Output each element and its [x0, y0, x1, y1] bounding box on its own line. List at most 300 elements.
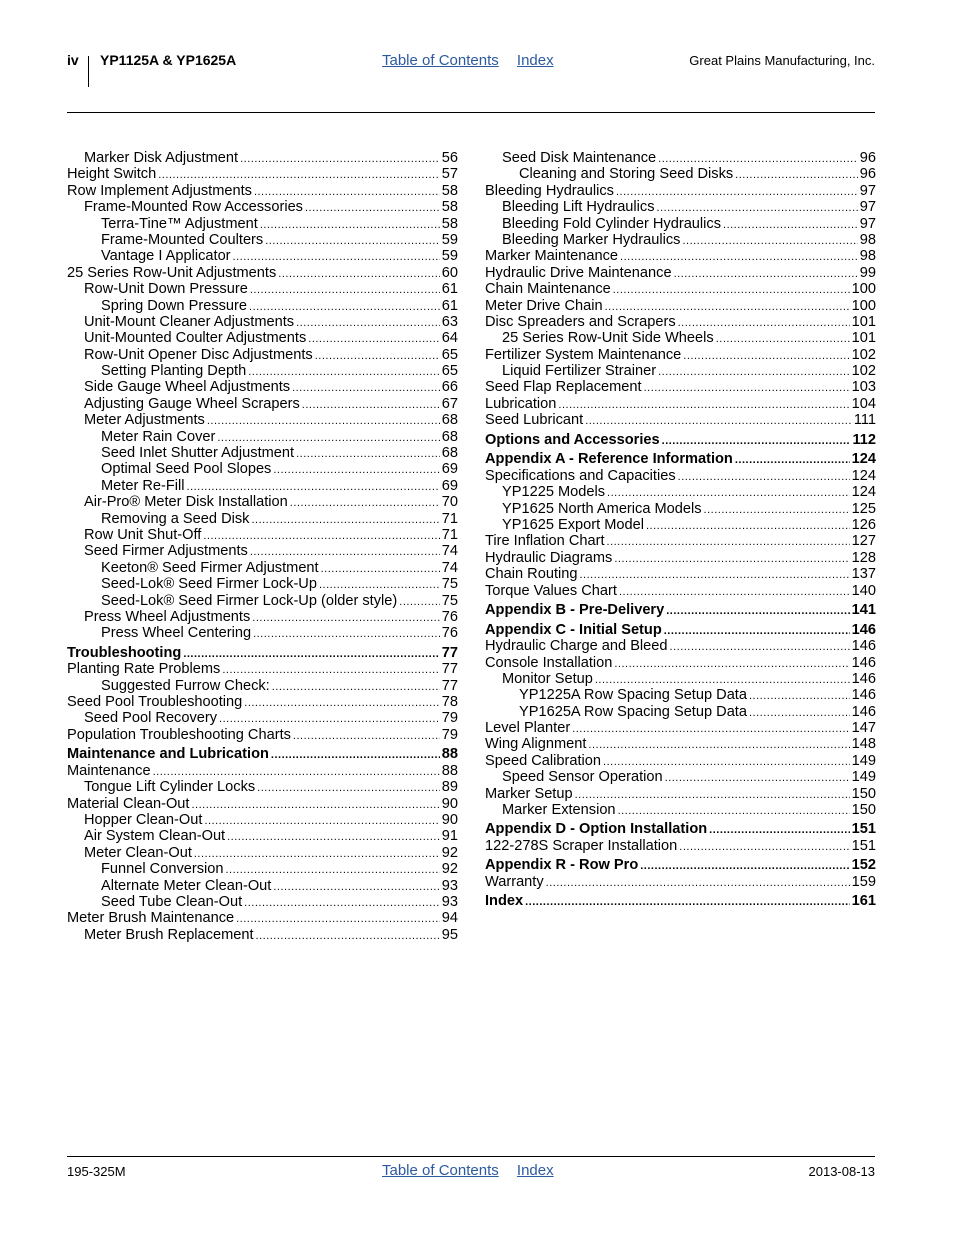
toc-entry[interactable]	[67, 710, 458, 726]
dot-leader	[244, 895, 440, 911]
toc-entry[interactable]	[485, 298, 876, 314]
toc-entry-title: Options and Accessories	[485, 431, 660, 448]
toc-entry-title: Row-Unit Down Pressure	[84, 281, 248, 298]
dot-leader	[240, 151, 440, 167]
toc-entry-title: Meter Re-Fill	[101, 477, 185, 494]
toc-entry[interactable]	[485, 199, 876, 215]
toc-entry[interactable]	[67, 445, 458, 461]
toc-entry-page: 102	[851, 363, 876, 380]
toc-entry-title: Appendix A - Reference Information	[485, 451, 733, 468]
toc-entry[interactable]	[67, 511, 458, 527]
dot-leader	[613, 282, 850, 298]
toc-entry-title: Planting Rate Problems	[67, 661, 221, 678]
toc-entry-page: 125	[851, 500, 876, 517]
toc-entry-title: Hydraulic Diagrams	[485, 549, 613, 566]
toc-entry-title: Wing Alignment	[485, 736, 587, 753]
toc-entry[interactable]	[67, 763, 458, 779]
toc-entry-title: Tire Inflation Chart	[485, 533, 605, 550]
toc-entry-title: Meter Brush Replacement	[84, 926, 254, 943]
toc-entry-title: YP1625 Export Model	[502, 517, 644, 533]
toc-entry[interactable]	[485, 687, 876, 703]
toc-entry-title: Seed Pool Recovery	[84, 710, 218, 727]
document-title: YP1125A & YP1625A	[100, 52, 237, 68]
toc-entry[interactable]	[67, 298, 458, 314]
toc-entry-page: 96	[859, 150, 876, 166]
dot-leader	[607, 534, 850, 550]
toc-entry[interactable]	[67, 593, 458, 609]
dot-leader	[525, 894, 850, 910]
toc-entry[interactable]	[67, 396, 458, 412]
toc-entry-page: 140	[851, 582, 876, 599]
toc-entry-page: 74	[441, 543, 458, 560]
toc-entry-page: 124	[851, 451, 876, 468]
toc-entry-title: Marker Disk Adjustment	[84, 150, 239, 166]
toc-entry-page: 74	[441, 559, 458, 576]
toc-entry[interactable]	[67, 910, 458, 926]
dot-leader	[716, 331, 850, 347]
dot-leader	[735, 452, 850, 468]
toc-entry-title: Meter Brush Maintenance	[67, 910, 235, 927]
toc-entry-title: Console Installation	[485, 654, 613, 671]
dot-leader	[674, 266, 858, 282]
toc-entry[interactable]	[485, 517, 876, 533]
toc-entry-page: 79	[441, 710, 458, 727]
dot-leader	[670, 639, 850, 655]
toc-entry[interactable]	[485, 150, 876, 166]
toc-entry[interactable]	[485, 566, 876, 582]
toc-entry-page: 94	[441, 910, 458, 927]
company-name: Great Plains Manufacturing, Inc.	[689, 53, 875, 68]
dot-leader	[273, 879, 439, 895]
toc-entry-title: Terra-Tine™ Adjustment	[101, 215, 258, 232]
dot-leader	[305, 200, 440, 216]
dot-leader	[219, 711, 440, 727]
toc-entry-title: Lubrication	[485, 395, 557, 412]
toc-entry-title: Level Planter	[485, 720, 571, 737]
toc-entry-page: 68	[441, 412, 458, 429]
toc-entry[interactable]	[67, 330, 458, 346]
toc-entry-page: 146	[851, 687, 876, 704]
toc-entry-title: Specifications and Capacities	[485, 467, 676, 484]
dot-leader	[187, 479, 440, 495]
toc-entry[interactable]	[67, 248, 458, 264]
toc-entry[interactable]	[67, 199, 458, 215]
dot-leader	[207, 413, 440, 429]
toc-entry-page: 75	[441, 592, 458, 609]
toc-entry-title: Adjusting Gauge Wheel Scrapers	[84, 395, 300, 412]
dot-leader	[158, 167, 440, 183]
dot-leader	[614, 656, 849, 672]
toc-entry-page: 146	[851, 621, 876, 638]
toc-entry-page: 66	[441, 379, 458, 396]
toc-entry-title: Hydraulic Charge and Bleed	[485, 638, 668, 655]
toc-entry-title: Seed Pool Troubleshooting	[67, 694, 243, 711]
toc-entry[interactable]	[67, 461, 458, 477]
dot-leader	[251, 512, 439, 528]
dot-leader	[657, 200, 858, 216]
toc-entry-title: Suggested Furrow Check:	[101, 677, 270, 694]
dot-leader	[588, 737, 849, 753]
toc-entry[interactable]	[67, 645, 458, 662]
toc-entry-title: Seed-Lok® Seed Firmer Lock-Up	[101, 576, 317, 593]
toc-entry[interactable]	[67, 494, 458, 510]
toc-entry-page: 78	[441, 694, 458, 711]
page-header	[0, 0, 954, 120]
toc-entry[interactable]	[485, 802, 876, 818]
toc-entry-page: 56	[441, 150, 458, 166]
toc-entry-title: Height Switch	[67, 166, 157, 183]
toc-entry[interactable]	[485, 484, 876, 500]
toc-entry[interactable]	[67, 609, 458, 625]
toc-entry[interactable]	[67, 796, 458, 812]
dot-leader	[585, 413, 852, 429]
toc-entry[interactable]	[485, 265, 876, 281]
toc-entry[interactable]	[67, 894, 458, 910]
toc-entry-title: Setting Planting Depth	[101, 363, 247, 380]
index-link[interactable]: Index	[516, 52, 554, 69]
toc-entry-title: Seed Tube Clean-Out	[101, 893, 243, 910]
dot-leader	[236, 911, 440, 927]
toc-entry-page: 128	[851, 549, 876, 566]
dot-leader	[664, 623, 850, 639]
toc-entry-title: Index	[485, 893, 524, 910]
toc-entry[interactable]	[485, 704, 876, 720]
dot-leader	[319, 577, 440, 593]
toc-entry[interactable]	[67, 727, 458, 743]
toc-entry-title: Row-Unit Opener Disc Adjustments	[84, 346, 313, 363]
toc-entry-title: Liquid Fertilizer Strainer	[502, 363, 657, 380]
table-of-contents-link[interactable]: Table of Contents	[382, 52, 499, 69]
dot-leader	[271, 747, 440, 763]
toc-entry[interactable]	[485, 432, 876, 449]
toc-entry[interactable]	[485, 412, 876, 428]
toc-entry-title: Bleeding Fold Cylinder Hydraulics	[502, 215, 722, 232]
toc-entry[interactable]	[67, 314, 458, 330]
toc-entry[interactable]	[485, 769, 876, 785]
dot-leader	[227, 829, 440, 845]
toc-entry-page: 100	[851, 281, 876, 298]
toc-entry[interactable]	[485, 330, 876, 346]
toc-entry-title: Maintenance and Lubrication	[67, 746, 269, 763]
dot-leader	[290, 495, 440, 511]
toc-entry-title: Maintenance	[67, 762, 151, 779]
dot-leader	[273, 462, 439, 478]
toc-entry[interactable]	[67, 363, 458, 379]
toc-entry-title: YP1625 North America Models	[502, 500, 702, 517]
toc-entry[interactable]	[485, 622, 876, 639]
toc-entry-page: 127	[851, 533, 876, 550]
toc-entry[interactable]	[485, 671, 876, 687]
toc-entry[interactable]	[67, 281, 458, 297]
toc-entry[interactable]	[485, 281, 876, 297]
toc-entry-page: 152	[851, 857, 876, 874]
dot-leader	[558, 397, 849, 413]
toc-entry-title: Air System Clean-Out	[84, 828, 226, 845]
toc-entry-page: 58	[441, 215, 458, 232]
dot-leader	[248, 364, 440, 380]
dot-leader	[244, 695, 440, 711]
toc-entry-page: 76	[441, 608, 458, 625]
dot-leader	[618, 803, 850, 819]
toc-entry[interactable]	[485, 838, 876, 854]
toc-entry[interactable]	[485, 216, 876, 232]
toc-entry[interactable]	[67, 183, 458, 199]
toc-entry[interactable]	[67, 527, 458, 543]
toc-entry[interactable]	[485, 379, 876, 395]
toc-entry-title: Press Wheel Centering	[101, 625, 252, 642]
dot-leader	[226, 862, 440, 878]
toc-entry-page: 75	[441, 576, 458, 593]
dot-leader	[272, 679, 440, 695]
toc-entry-title: Seed Firmer Adjustments	[84, 543, 248, 560]
toc-entry[interactable]	[485, 468, 876, 484]
index-link[interactable]: Index	[516, 1162, 554, 1179]
toc-entry-page: 77	[441, 644, 458, 661]
document-number: 195-325M	[67, 1164, 126, 1179]
toc-entry-title: Side Gauge Wheel Adjustments	[84, 379, 291, 396]
toc-entry[interactable]	[485, 893, 876, 910]
toc-entry-page: 77	[441, 677, 458, 694]
toc-entry-page: 150	[851, 785, 876, 802]
dot-leader	[572, 721, 849, 737]
toc-entry-page: 103	[851, 379, 876, 396]
toc-entry-page: 126	[851, 517, 876, 533]
toc-entry-title: Torque Values Chart	[485, 582, 617, 599]
toc-entry-page: 70	[441, 494, 458, 511]
toc-entry[interactable]	[485, 363, 876, 379]
dot-leader	[194, 846, 440, 862]
toc-entry[interactable]	[485, 314, 876, 330]
dot-leader	[153, 764, 440, 780]
toc-entry-page: 91	[441, 828, 458, 845]
toc-entry[interactable]	[485, 550, 876, 566]
toc-entry[interactable]	[67, 166, 458, 182]
toc-entry-page: 59	[441, 231, 458, 248]
footer-links	[382, 1162, 568, 1179]
toc-entry[interactable]	[485, 753, 876, 769]
toc-entry-page: 58	[441, 182, 458, 199]
toc-entry[interactable]	[485, 821, 876, 838]
toc-entry-page: 77	[441, 661, 458, 678]
toc-entry[interactable]	[67, 412, 458, 428]
toc-entry-page: 148	[851, 736, 876, 753]
toc-entry-title: Seed Lubricant	[485, 412, 584, 429]
toc-entry[interactable]	[67, 347, 458, 363]
dot-leader	[250, 282, 440, 298]
toc-entry-page: 151	[851, 821, 876, 838]
toc-entry-page: 88	[441, 746, 458, 763]
toc-entry[interactable]	[485, 583, 876, 599]
toc-entry-title: Bleeding Lift Hydraulics	[502, 199, 655, 216]
dot-leader	[260, 217, 440, 233]
toc-entry[interactable]	[485, 347, 876, 363]
toc-entry-page: 146	[851, 670, 876, 687]
toc-entry[interactable]	[67, 560, 458, 576]
toc-entry-page: 149	[851, 769, 876, 786]
toc-entry[interactable]	[67, 878, 458, 894]
toc-entry-title: Meter Clean-Out	[84, 844, 192, 861]
toc-entry-page: 159	[851, 874, 876, 891]
page-number: iv	[67, 52, 79, 68]
toc-entry[interactable]	[485, 786, 876, 802]
toc-entry[interactable]	[67, 661, 458, 677]
toc-entry-page: 64	[441, 330, 458, 347]
dot-leader	[278, 266, 440, 282]
toc-entry-title: Warranty	[485, 874, 544, 891]
toc-entry[interactable]	[67, 678, 458, 694]
toc-entry[interactable]	[485, 874, 876, 890]
toc-entry-page: 63	[441, 313, 458, 330]
dot-leader	[292, 380, 440, 396]
toc-entry-page: 146	[851, 638, 876, 655]
toc-entry[interactable]	[67, 779, 458, 795]
toc-entry-title: Hydraulic Drive Maintenance	[485, 264, 672, 281]
toc-entry[interactable]	[67, 150, 458, 166]
dot-leader	[678, 315, 850, 331]
toc-entry[interactable]	[67, 746, 458, 763]
toc-entry-title: YP1225 Models	[502, 484, 606, 501]
toc-entry-page: 60	[441, 264, 458, 281]
toc-entry-page: 124	[851, 484, 876, 501]
dot-leader	[666, 603, 849, 619]
dot-leader	[704, 502, 850, 518]
dot-leader	[252, 610, 439, 626]
dot-leader	[546, 875, 850, 891]
toc-entry-page: 58	[441, 199, 458, 216]
dot-leader	[191, 797, 439, 813]
toc-entry-page: 68	[441, 445, 458, 462]
toc-entry-title: Cleaning and Storing Seed Disks	[519, 166, 734, 183]
header-divider	[88, 56, 89, 87]
toc-entry[interactable]	[67, 576, 458, 592]
dot-leader	[603, 754, 850, 770]
toc-entry-page: 68	[441, 428, 458, 445]
dot-leader	[575, 787, 850, 803]
toc-entry-page: 67	[441, 395, 458, 412]
toc-entry[interactable]	[67, 265, 458, 281]
toc-entry[interactable]	[485, 736, 876, 752]
toc-entry[interactable]	[67, 694, 458, 710]
toc-entry-page: 146	[851, 703, 876, 720]
toc-entry-page: 96	[859, 166, 876, 183]
toc-entry[interactable]	[67, 927, 458, 943]
toc-entry[interactable]	[485, 183, 876, 199]
toc-entry-page: 111	[853, 412, 876, 429]
toc-entry-page: 88	[441, 762, 458, 779]
toc-entry[interactable]	[485, 638, 876, 654]
toc-entry[interactable]	[485, 248, 876, 264]
dot-leader	[605, 299, 850, 315]
toc-entry-page: 141	[851, 601, 876, 618]
toc-entry-page: 146	[851, 654, 876, 671]
dot-leader	[709, 822, 849, 838]
toc-entry[interactable]	[67, 861, 458, 877]
toc-entry-title: Tongue Lift Cylinder Locks	[84, 779, 256, 796]
toc-entry-page: 112	[852, 431, 876, 448]
document-date: 2013-08-13	[808, 1164, 875, 1179]
toc-entry[interactable]	[485, 857, 876, 874]
toc-entry[interactable]	[485, 501, 876, 517]
toc-entry[interactable]	[485, 720, 876, 736]
toc-entry[interactable]	[67, 216, 458, 232]
toc-entry-page: 95	[441, 926, 458, 943]
toc-entry[interactable]	[67, 625, 458, 641]
dot-leader	[257, 780, 440, 796]
dot-leader	[217, 430, 439, 446]
toc-entry[interactable]	[67, 812, 458, 828]
toc-entry[interactable]	[67, 429, 458, 445]
toc-entry[interactable]	[67, 828, 458, 844]
dot-leader	[644, 380, 850, 396]
toc-entry-title: Appendix C - Initial Setup	[485, 621, 662, 638]
table-of-contents-link[interactable]: Table of Contents	[382, 1162, 499, 1179]
dot-leader	[222, 662, 439, 678]
dot-leader	[293, 728, 440, 744]
toc-entry-page: 93	[441, 877, 458, 894]
toc-entry[interactable]	[67, 232, 458, 248]
toc-entry-page: 90	[441, 812, 458, 829]
dot-leader	[256, 928, 440, 944]
toc-entry-title: Removing a Seed Disk	[101, 510, 250, 527]
toc-entry-title: Bleeding Marker Hydraulics	[502, 231, 681, 248]
toc-entry-title: Keeton® Seed Firmer Adjustment	[101, 559, 319, 576]
toc-entry-title: Bleeding Hydraulics	[485, 182, 614, 199]
toc-entry-page: 79	[441, 726, 458, 743]
toc-entry-title: Air-Pro® Meter Disk Installation	[84, 494, 288, 511]
toc-entry[interactable]	[485, 232, 876, 248]
toc-entry-title: 25 Series Row-Unit Adjustments	[67, 264, 277, 281]
toc-entry-title: Press Wheel Adjustments	[84, 608, 251, 625]
toc-entry-page: 147	[851, 720, 876, 737]
toc-entry-page: 69	[441, 477, 458, 494]
toc-entry-page: 151	[851, 838, 876, 855]
toc-entry[interactable]	[485, 533, 876, 549]
dot-leader	[233, 249, 440, 265]
toc-entry[interactable]	[485, 602, 876, 619]
dot-leader	[662, 433, 851, 449]
dot-leader	[595, 672, 850, 688]
toc-entry[interactable]	[67, 478, 458, 494]
toc-entry-title: Chain Routing	[485, 566, 578, 583]
dot-leader	[679, 839, 849, 855]
dot-leader	[616, 184, 858, 200]
toc-entry-title: 122-278S Scraper Installation	[485, 838, 678, 855]
dot-leader	[658, 151, 858, 167]
toc-entry-title: Speed Sensor Operation	[502, 769, 663, 786]
toc-entry-title: Spring Down Pressure	[101, 297, 248, 314]
toc-entry[interactable]	[485, 655, 876, 671]
toc-entry-page: 102	[851, 346, 876, 363]
toc-entry[interactable]	[67, 845, 458, 861]
toc-entry[interactable]	[485, 451, 876, 468]
header-rule	[67, 112, 875, 113]
toc-entry-title: YP1225A Row Spacing Setup Data	[519, 687, 747, 704]
dot-leader	[665, 770, 850, 786]
page-footer	[0, 1150, 954, 1200]
toc-entry[interactable]	[485, 166, 876, 182]
toc-entry[interactable]	[67, 379, 458, 395]
toc-entry-page: 69	[441, 461, 458, 478]
dot-leader	[749, 705, 850, 721]
toc-entry[interactable]	[485, 396, 876, 412]
toc-entry-page: 98	[859, 231, 876, 248]
dot-leader	[321, 561, 440, 577]
toc-entry-page: 99	[859, 264, 876, 281]
toc-entry-page: 59	[441, 248, 458, 265]
toc-entry-title: Seed-Lok® Seed Firmer Lock-Up (older style)	[101, 592, 398, 609]
toc-entry-page: 61	[441, 281, 458, 298]
toc-entry[interactable]	[67, 543, 458, 559]
